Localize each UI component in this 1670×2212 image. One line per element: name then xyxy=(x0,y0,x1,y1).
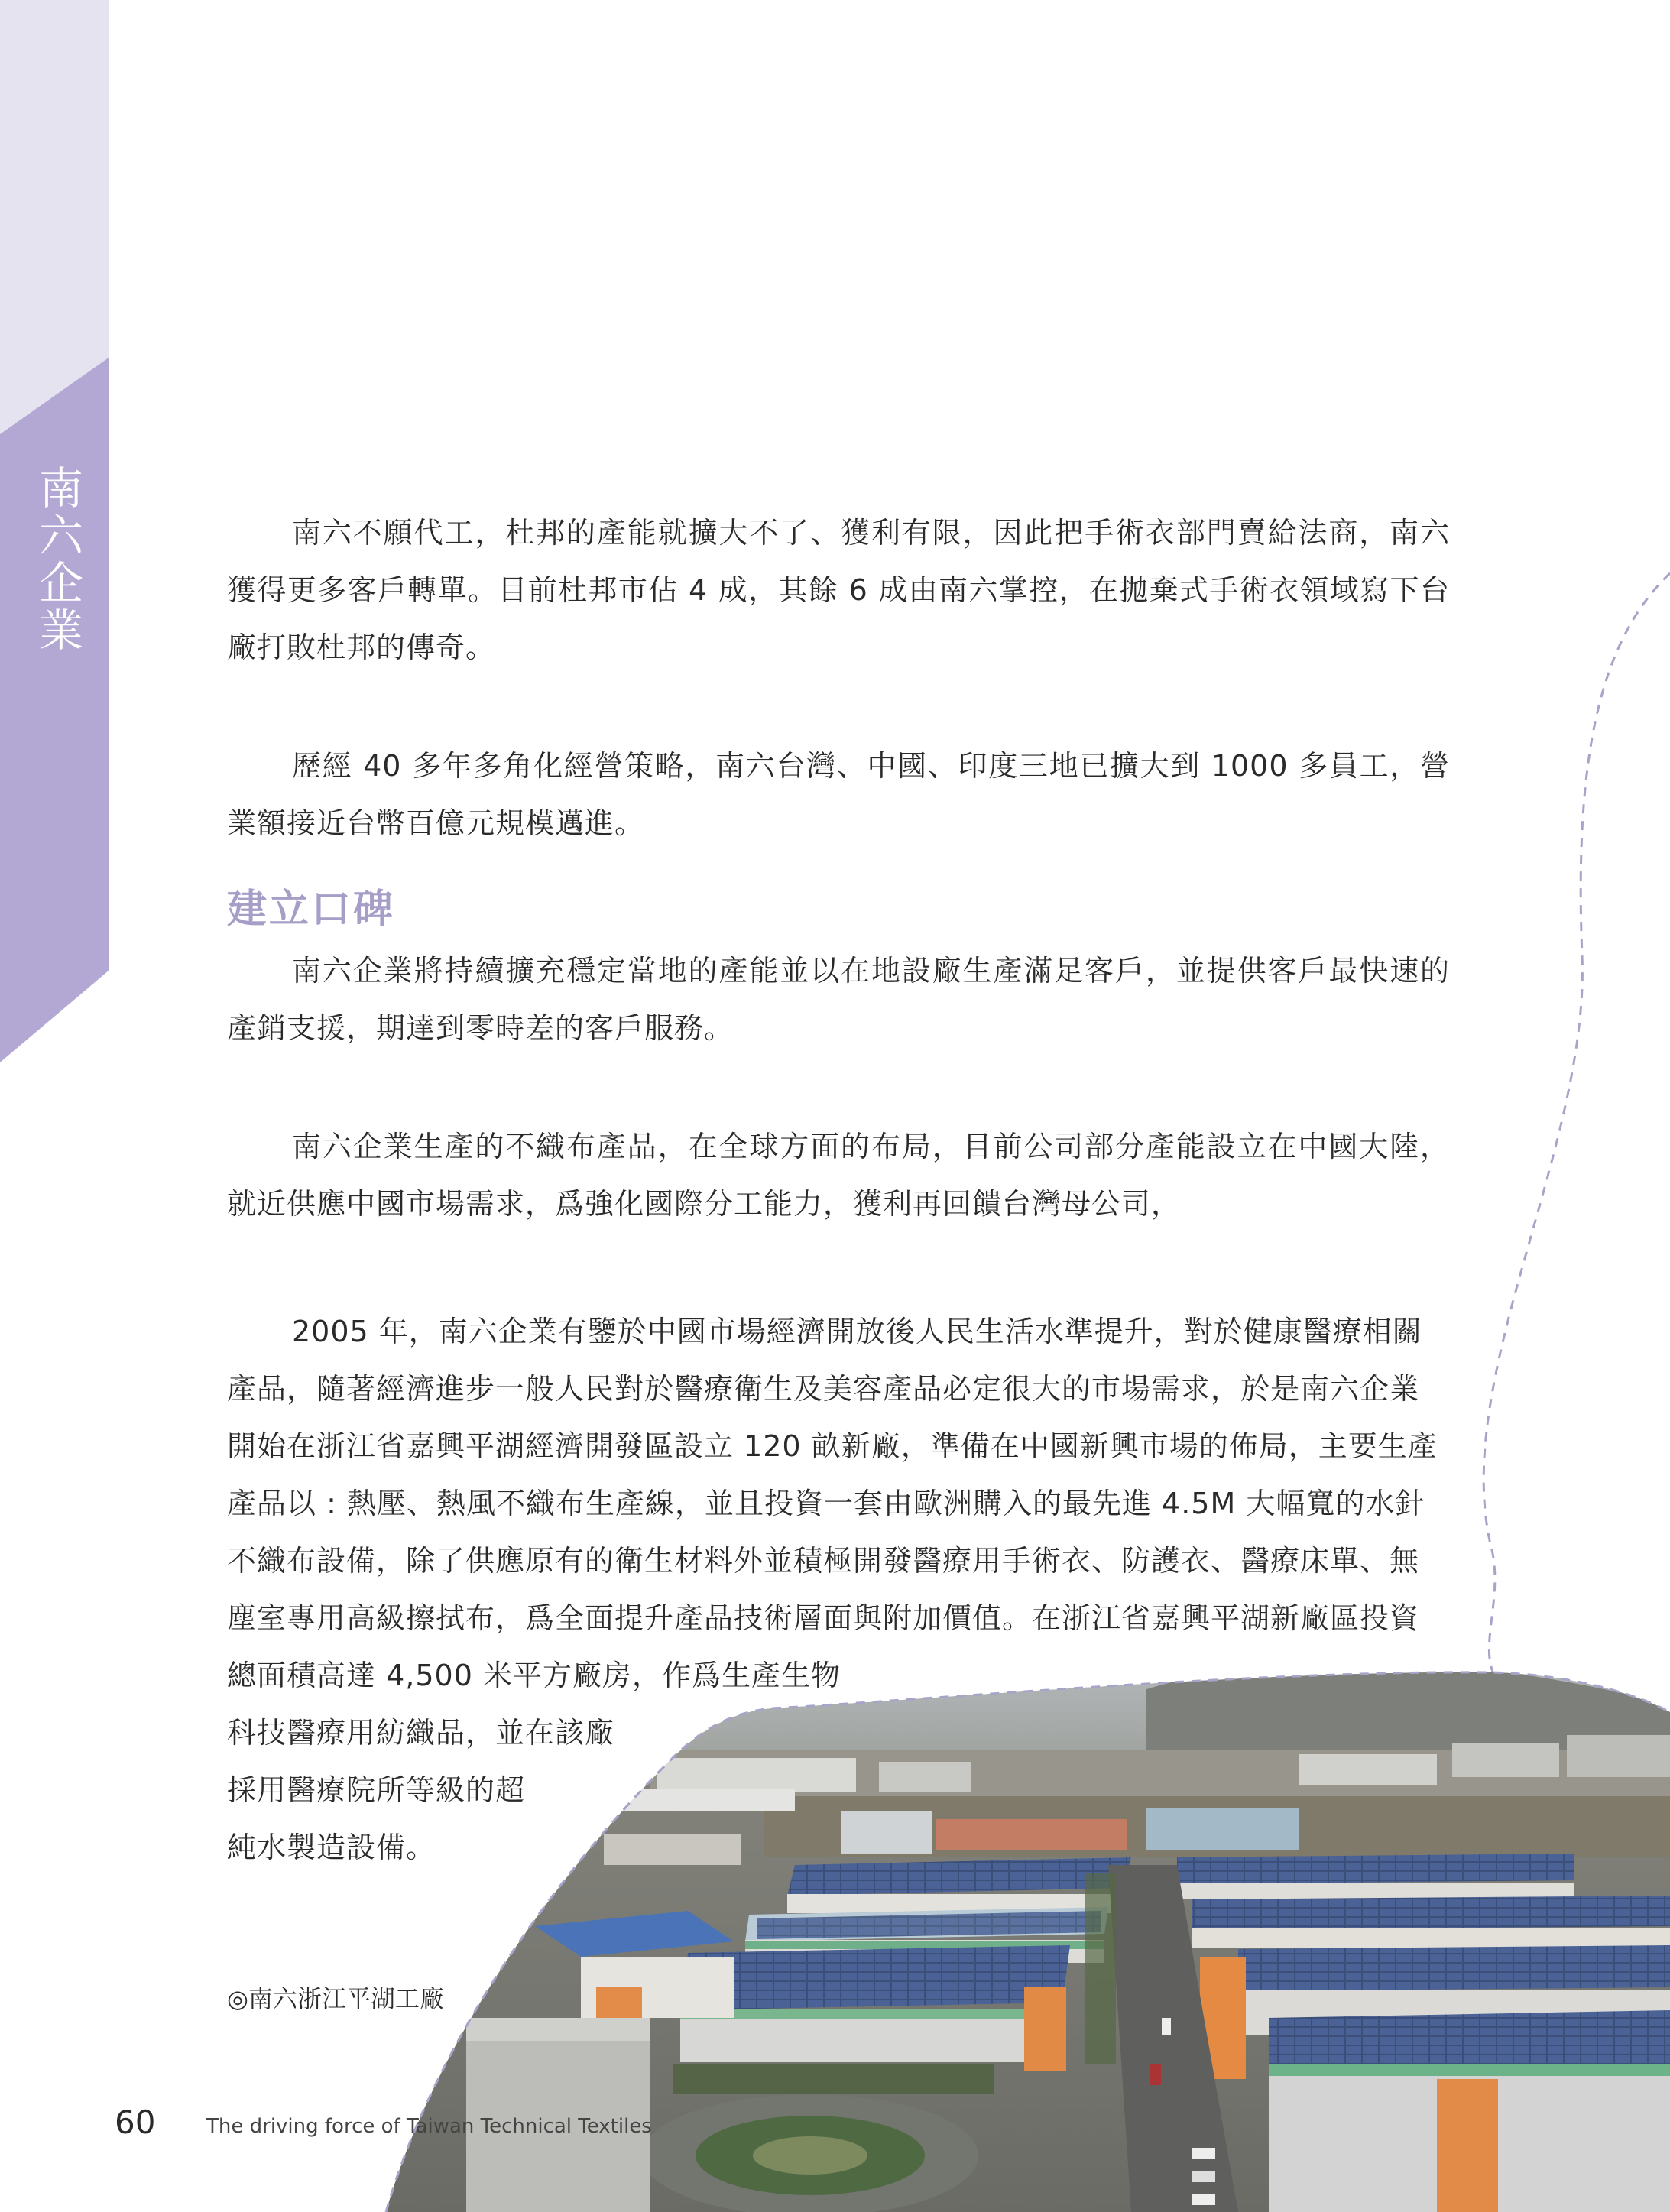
article-body xyxy=(227,504,1450,1233)
paragraph-4: 南六企業生產的不織布產品，在全球方面的布局，目前公司部分產能設立在中國大陸，就近供應中國市場需求，爲強化國際分工能力，獲利再回饋台灣母公司， xyxy=(227,1130,1450,1221)
paragraph-5-line: 總面積高達 4,500 米平方廠房，作爲生產生物 xyxy=(227,1659,841,1692)
paragraph-5-line: 2005 年，南六企業有鑒於中國市場經濟開放後人民生活水準提升，對於健康醫療相關 xyxy=(292,1315,1422,1348)
footer-running-title: The driving force of Taiwan Technical Textiles xyxy=(206,2115,652,2138)
sidebar-label: 南六企業 xyxy=(31,465,83,654)
paragraph-1: 南六不願代工，杜邦的產能就擴大不了、獲利有限，因此把手術衣部門賣給法商，南六獲得更多客戶轉單。目前杜邦市佔 4 成，其餘 6 成由南六掌控，在拋棄式手術衣領域寫下台廠打敗杜邦的傳奇。 xyxy=(227,516,1450,664)
paragraph-2: 歷經 40 多年多角化經營策略，南六台灣、中國、印度三地已擴大到 1000 多員工，營業額接近台幣百億元規模邁進。 xyxy=(227,749,1450,840)
paragraph-5-line: 科技醫療用紡織品，並在該廠 xyxy=(227,1716,615,1750)
paragraph-5-line: 採用醫療院所等級的超 xyxy=(227,1773,526,1807)
paragraph-5-line: 產品以 : 熱壓、熱風不織布生產線，並且投資一套由歐洲購入的最先進 4.5M 大幅寬的水針 xyxy=(227,1487,1425,1520)
photo-caption: ◎南六浙江平湖工廠 xyxy=(227,1984,444,2013)
paragraph-5-line: 產品，隨著經濟進步一般人民對於醫療衛生及美容產品必定很大的市場需求，於是南六企業 xyxy=(227,1372,1420,1406)
paragraph-3: 南六企業將持續擴充穩定當地的產能並以在地設廠生產滿足客戶，並提供客戶最快速的產銷支援，期達到零時差的客戶服務。 xyxy=(227,954,1450,1045)
paragraph-5-line: 純水製造設備。 xyxy=(227,1831,436,1864)
page-number: 60 xyxy=(115,2103,156,2141)
paragraph-5 xyxy=(227,1303,1450,1876)
paragraph-5-line: 不織布設備，除了供應原有的衛生材料外並積極開發醫療用手術衣、防護衣、醫療床單、無 xyxy=(227,1544,1420,1578)
section-heading: 建立口碑 xyxy=(227,887,396,932)
paragraph-5-line: 開始在浙江省嘉興平湖經濟開發區設立 120 畝新廠，準備在中國新興市場的佈局，主要生產 xyxy=(227,1429,1438,1463)
paragraph-5-line: 塵室專用高級擦拭布，爲全面提升產品技術層面與附加價值。在浙江省嘉興平湖新廠區投資 xyxy=(227,1601,1420,1635)
